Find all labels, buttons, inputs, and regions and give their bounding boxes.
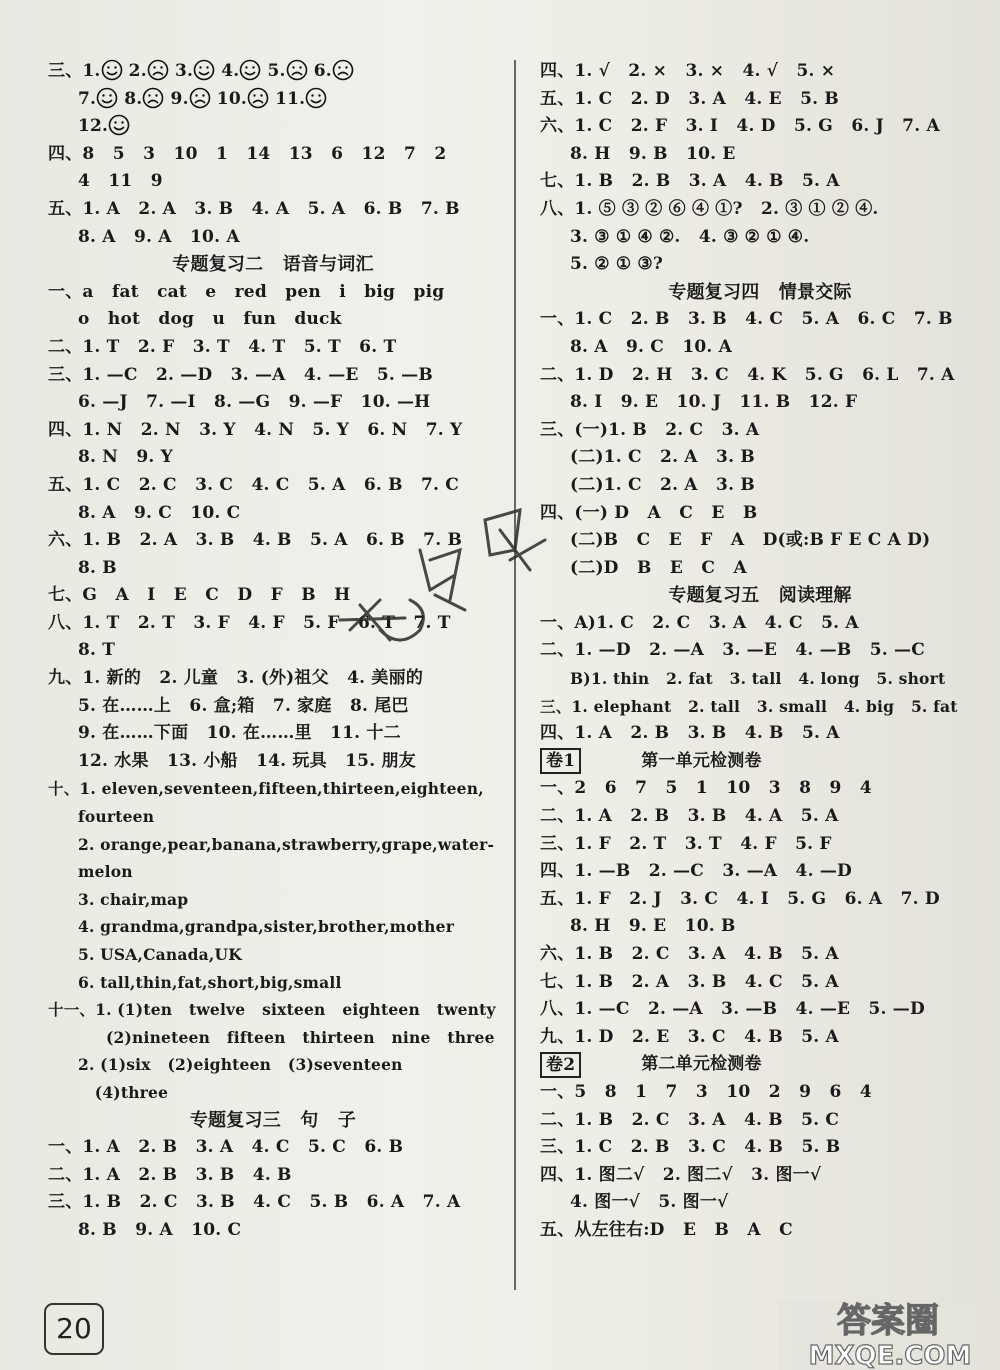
answer-line: 6. —J 7. —I 8. —G 9. —F 10. —H (78, 392, 431, 413)
answer-line: 8. T (78, 640, 116, 661)
answer-line: 十一、1. (1)ten twelve sixteen eighteen twenty (48, 1000, 496, 1020)
answer-line: (二)1. C 2. A 3. B (570, 447, 755, 468)
answer-line: 一、5 8 1 7 3 10 2 9 6 4 (540, 1081, 872, 1102)
answer-line: 二、1. A 2. B 3. B 4. A 5. A (540, 806, 839, 827)
answer-line: 12. 水果 13. 小船 14. 玩具 15. 朋友 (78, 750, 416, 771)
answer-line: (二)D B E C A (570, 557, 747, 578)
answer-line: 三、1. B 2. C 3. B 4. C 5. B 6. A 7. A (48, 1192, 461, 1213)
section-title: 专题复习四 情景交际 (668, 281, 852, 303)
answer-line: 4. 图一√ 5. 图一√ (570, 1192, 729, 1213)
answer-line: 4 11 9 (78, 171, 163, 192)
happy-face-icon (96, 87, 118, 109)
answer-line: 8. A 9. A 10. A (78, 226, 240, 247)
answer-line: (二)1. C 2. A 3. B (570, 474, 755, 495)
sad-face-icon (147, 59, 169, 81)
face-answer-text: 12. (78, 116, 130, 136)
face-answer-text: 三、1. 2. 3. 4. 5. 6. (48, 61, 354, 81)
handwritten-scribble (310, 480, 560, 680)
answer-line: 8. B (78, 557, 117, 578)
answer-line: 一、a fat cat e red pen i big pig (48, 281, 445, 302)
answer-line: 七、1. B 2. B 3. A 4. B 5. A (540, 171, 840, 192)
answer-line: 二、1. D 2. H 3. C 4. K 5. G 6. L 7. A (540, 364, 955, 385)
answer-line: 5. 在……上 6. 盒;箱 7. 家庭 8. 尾巴 (78, 695, 409, 716)
answer-line: 8. H 9. B 10. E (570, 143, 736, 164)
answer-line: 一、2 6 7 5 1 10 3 8 9 4 (540, 778, 872, 799)
answer-line: 六、1. B 2. C 3. A 4. B 5. A (540, 944, 839, 964)
answer-line: 三、1. F 2. T 3. T 4. F 5. F (540, 833, 832, 854)
answer-line: 2. (1)six (2)eighteen (3)seventeen (78, 1055, 403, 1075)
answer-line: 8. N 9. Y (78, 447, 173, 468)
answer-line: 二、1. B 2. C 3. A 4. B 5. C (540, 1109, 840, 1130)
answer-line: 二、1. —D 2. —A 3. —E 4. —B 5. —C (540, 640, 925, 661)
page-number: 20 (44, 1303, 104, 1355)
right-column (540, 58, 980, 1245)
answer-line: 四、1. N 2. N 3. Y 4. N 5. Y 6. N 7. Y (48, 419, 463, 440)
answer-line: 七、1. B 2. A 3. B 4. C 5. A (540, 971, 839, 992)
exam-heading (540, 1051, 980, 1079)
answer-line: fourteen (78, 807, 155, 827)
answer-line: 6. tall,thin,fat,short,big,small (78, 972, 342, 992)
answer-line: 一、A)1. C 2. C 3. A 4. C 5. A (540, 612, 859, 633)
answer-line: 3. ③ ① ④ ②. 4. ③ ② ① ④. (570, 226, 810, 247)
answer-line: 一、1. A 2. B 3. A 4. C 5. C 6. B (48, 1137, 404, 1158)
answer-line: 七、G A I E C D F B H (48, 585, 351, 606)
sad-face-icon (189, 87, 211, 109)
section-title: 专题复习三 句 子 (189, 1109, 357, 1131)
answer-line: 四、8 5 3 10 1 14 13 6 12 7 2 (48, 143, 447, 164)
answer-line: 五、从左往右:D E B A C (540, 1219, 793, 1240)
answer-line: 3. chair,map (78, 889, 189, 909)
answer-line: 8. B 9. A 10. C (78, 1219, 242, 1240)
section-title: 专题复习二 语音与词汇 (172, 254, 374, 276)
answer-line: 十、1. eleven,seventeen,fifteen,thirteen,eighteen, (48, 779, 484, 799)
happy-face-icon (305, 87, 327, 109)
answer-line: 五、1. C 2. C 3. C 4. C 5. A 6. B 7. C (48, 474, 460, 495)
answer-line: 九、1. D 2. E 3. C 4. B 5. A (540, 1026, 839, 1047)
section-title: 专题复习五 阅读理解 (668, 585, 852, 607)
answer-line: 三、1. C 2. B 3. C 4. B 5. B (540, 1137, 841, 1158)
answer-line: 九、1. 新的 2. 儿童 3. (外)祖父 4. 美丽的 (48, 668, 424, 689)
answer-line: 五、1. F 2. J 3. C 4. I 5. G 6. A 7. D (540, 888, 940, 909)
answer-line: 8. A 9. C 10. A (570, 336, 733, 357)
answer-line: (2)nineteen fifteen thirteen nine three (78, 1027, 495, 1047)
sad-face-icon (247, 87, 269, 109)
answer-line: 五、1. A 2. A 3. B 4. A 5. A 6. B 7. B (48, 198, 460, 219)
answer-line: o hot dog u fun duck (78, 309, 342, 330)
answer-line: 四、1. —B 2. —C 3. —A 4. —D (540, 861, 852, 882)
exam-label: 卷1 (540, 748, 581, 774)
answer-line: 六、1. C 2. F 3. I 4. D 5. G 6. J 7. A (540, 116, 940, 137)
answer-line: 六、1. B 2. A 3. B 4. B 5. A 6. B 7. B (48, 530, 463, 551)
answer-line (48, 113, 498, 141)
exam-title: 第一单元检测卷 (641, 750, 762, 771)
answer-line: melon (78, 862, 133, 882)
answer-line: 八、1. —C 2. —A 3. —B 4. —E 5. —D (540, 999, 925, 1020)
answer-line: 5. USA,Canada,UK (78, 945, 242, 964)
sad-face-icon (286, 59, 308, 81)
answer-line: 三、1. —C 2. —D 3. —A 4. —E 5. —B (48, 364, 433, 385)
answer-line: 2. orange,pear,banana,strawberry,grape,water- (78, 834, 495, 854)
exam-title: 第二单元检测卷 (641, 1054, 762, 1075)
happy-face-icon (239, 59, 261, 81)
watermark-logo-text: 答案圈 (837, 1301, 939, 1341)
happy-face-icon (101, 59, 123, 81)
answer-line: (4)three (78, 1082, 169, 1102)
answer-line (48, 86, 498, 114)
answer-line: 八、1. T 2. T 3. F 4. F 5. F 6. T 7. T (48, 612, 451, 633)
answer-line: 8. H 9. E 10. B (570, 916, 736, 937)
answer-line: B)1. thin 2. fat 3. tall 4. long 5. short (570, 669, 946, 689)
watermark-url: MXQE.COM (808, 1341, 972, 1370)
answer-line: 8. I 9. E 10. J 11. B 12. F (570, 392, 858, 413)
answer-line: 一、1. C 2. B 3. B 4. C 5. A 6. C 7. B (540, 309, 953, 330)
answer-line: 二、1. A 2. B 3. B 4. B (48, 1164, 292, 1185)
answer-line: 四、1. √ 2. × 3. × 4. √ 5. × (540, 61, 836, 81)
answer-line: 8. A 9. C 10. C (78, 502, 241, 523)
exam-heading (540, 748, 980, 776)
sad-face-icon (142, 87, 164, 109)
happy-face-icon (193, 59, 215, 81)
answer-line: 5. ② ① ③? (570, 254, 663, 275)
watermark-logo (778, 1290, 1000, 1370)
answer-line: 9. 在……下面 10. 在……里 11. 十二 (78, 723, 401, 744)
answer-line: 八、1. ⑤ ③ ② ⑥ ④ ①? 2. ③ ① ② ④. (540, 198, 879, 219)
answer-line: 三、(一)1. B 2. C 3. A (540, 419, 760, 440)
answer-line: 四、1. A 2. B 3. B 4. B 5. A (540, 723, 840, 744)
sad-face-icon (332, 59, 354, 81)
answer-line: 五、1. C 2. D 3. A 4. E 5. B (540, 88, 839, 109)
answer-line: (二)B C E F A D(或:B F E C A D) (570, 530, 931, 551)
answer-line: 三、1. elephant 2. tall 3. small 4. big 5. fat (540, 696, 958, 716)
exam-label: 卷2 (540, 1052, 581, 1078)
answer-line: 四、(一) D A C E B (540, 502, 758, 523)
answer-line (48, 58, 498, 86)
answer-line: 四、1. 图二√ 2. 图二√ 3. 图一√ (540, 1164, 822, 1185)
happy-face-icon (108, 114, 130, 136)
face-answer-text: 7. 8. 9. 10. 11. (78, 89, 327, 109)
answer-line: 4. grandma,grandpa,sister,brother,mother (78, 917, 455, 937)
answer-line: 二、1. T 2. F 3. T 4. T 5. T 6. T (48, 336, 397, 357)
